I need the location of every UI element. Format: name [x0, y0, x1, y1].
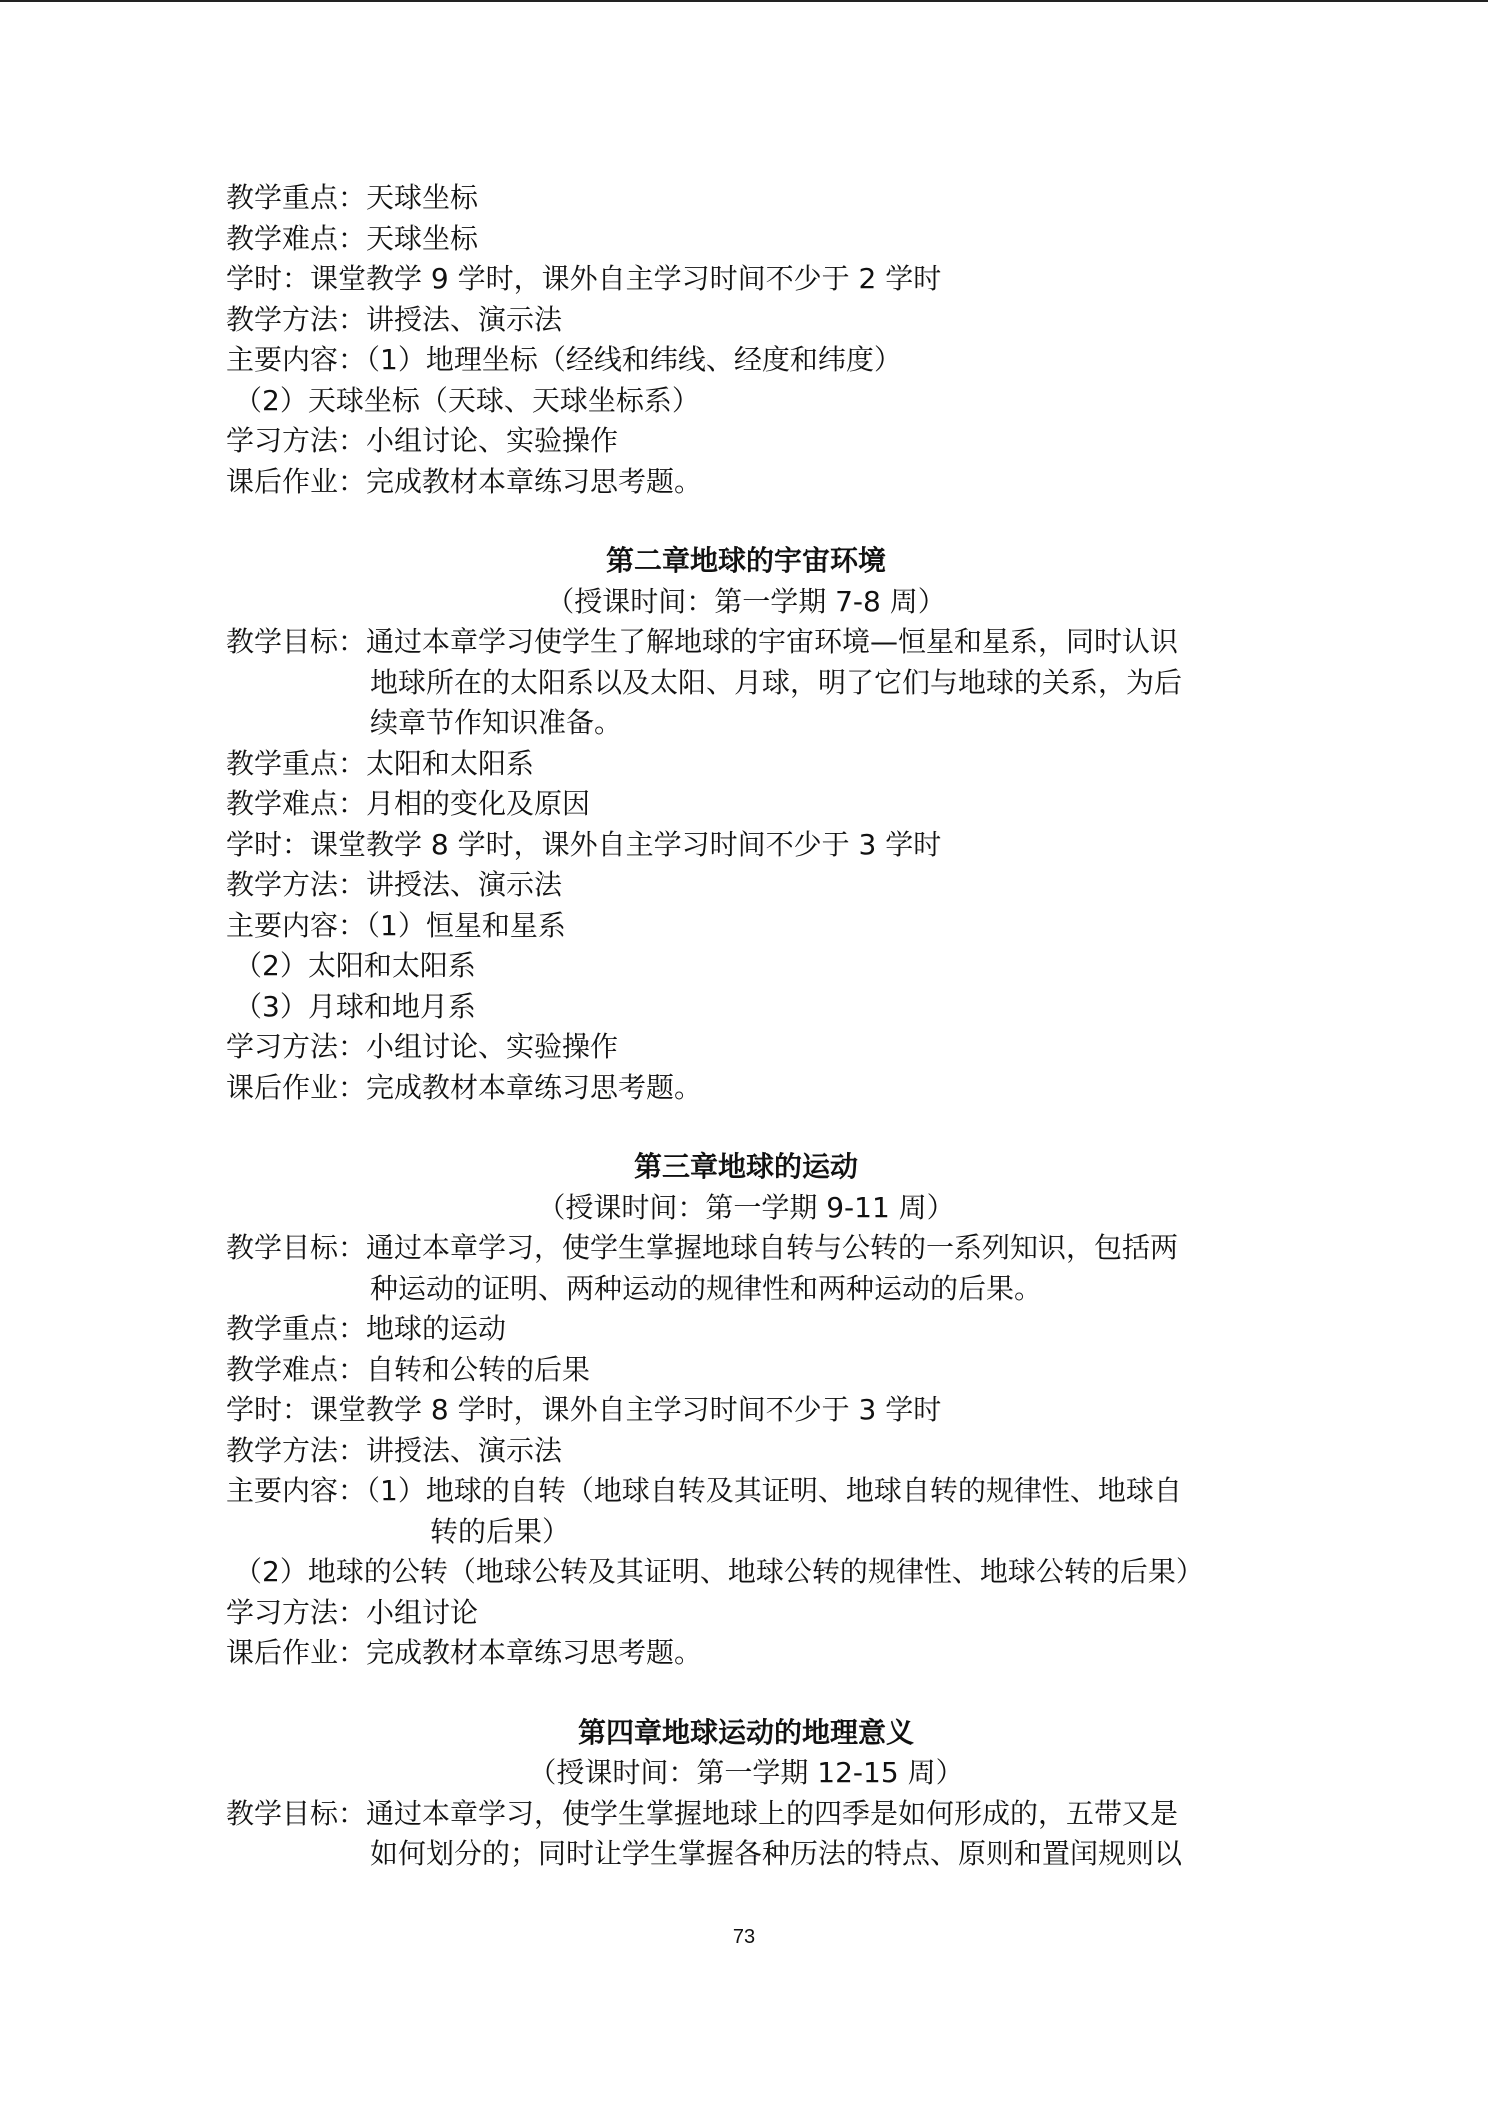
section-spacer	[226, 1674, 1266, 1713]
chapter2-hours: 学时：课堂教学 8 学时，课外自主学习时间不少于 3 学时	[226, 827, 942, 861]
chapter2-homework: 课后作业：完成教材本章练习思考题。	[226, 1070, 703, 1104]
chapter2-goal-line3: 续章节作知识准备。	[370, 706, 623, 739]
chapter4-goal-label: 教学目标：	[226, 1796, 367, 1830]
chapter3-content-1-line1: （1）地球的自转（地球自转及其证明、地球自转的规律性、地球自	[366, 1474, 1182, 1507]
chapter3-content-2: （2）地球的公转（地球公转及其证明、地球公转的规律性、地球公转的后果）	[234, 1555, 1204, 1588]
chapter1-study-method: 学习方法：小组讨论、实验操作	[226, 424, 619, 457]
chapter2-study-method: 学习方法：小组讨论、实验操作	[226, 1030, 619, 1063]
chapter3-homework: 课后作业：完成教材本章练习思考题。	[226, 1636, 703, 1669]
chapter3-goal-line2: 种运动的证明、两种运动的规律性和两种运动的后果。	[370, 1271, 1043, 1305]
chapter2-title: 第二章地球的宇宙环境	[605, 544, 886, 577]
chapter3-title: 第三章地球的运动	[633, 1150, 858, 1183]
chapter2-content-3: （3）月球和地月系	[234, 989, 476, 1023]
chapter2-goal-line2: 地球所在的太阳系以及太阳、月球，明了它们与地球的关系，为后	[370, 665, 1183, 699]
chapter1-homework: 课后作业：完成教材本章练习思考题。	[226, 464, 703, 498]
chapter4-goal	[226, 1794, 1266, 1835]
chapter1-difficulty: 教学难点：天球坐标	[226, 221, 479, 255]
chapter1-key-point: 教学重点：天球坐标	[226, 181, 479, 214]
chapter3-hours: 学时：课堂教学 8 学时，课外自主学习时间不少于 3 学时	[226, 1393, 942, 1426]
chapter3-key-point: 教学重点：地球的运动	[226, 1312, 507, 1345]
chapter2-goal-line1: 通过本章学习使学生了解地球的宇宙环境—恒星和星系，同时认识	[366, 625, 1179, 658]
chapter3-goal-line1: 通过本章学习，使学生掌握地球自转与公转的一系列知识，包括两	[366, 1231, 1179, 1264]
chapter1-content-2: （2）天球坐标（天球、天球坐标系）	[234, 383, 700, 417]
chapter3-goal-label: 教学目标：	[226, 1231, 367, 1264]
chapter2-goal	[226, 622, 1266, 663]
chapter2-goal-label: 教学目标：	[226, 625, 367, 658]
chapter3-section	[226, 1147, 1266, 1674]
chapter4-time: （授课时间：第一学期 12-15 周）	[528, 1756, 964, 1789]
document-body	[226, 178, 1266, 1875]
top-border-rule	[0, 0, 1488, 2]
chapter1-content-1: 主要内容：（1）地理坐标（经线和纬线、经度和纬度）	[226, 343, 902, 376]
chapter2-time: （授课时间：第一学期 7-8 周）	[546, 584, 946, 618]
chapter2-content-1: 主要内容：（1）恒星和星系	[226, 908, 566, 942]
chapter3-goal	[226, 1228, 1266, 1269]
chapter4-goal-line1: 通过本章学习，使学生掌握地球上的四季是如何形成的，五带又是	[366, 1796, 1179, 1830]
chapter2-key-point: 教学重点：太阳和太阳系	[226, 746, 535, 780]
chapter1-tail-section	[226, 178, 1266, 502]
chapter3-time: （授课时间：第一学期 9-11 周）	[537, 1190, 955, 1224]
chapter2-section	[226, 541, 1266, 1108]
section-spacer	[226, 502, 1266, 541]
chapter3-difficulty: 教学难点：自转和公转的后果	[226, 1352, 591, 1386]
chapter4-title: 第四章地球运动的地理意义	[577, 1715, 914, 1749]
chapter4-goal-line2: 如何划分的；同时让学生掌握各种历法的特点、原则和置闰规则以	[370, 1837, 1183, 1870]
page-number: 73	[732, 1926, 756, 1948]
chapter3-method: 教学方法：讲授法、演示法	[226, 1433, 563, 1467]
chapter1-hours: 学时：课堂教学 9 学时，课外自主学习时间不少于 2 学时	[226, 262, 942, 295]
chapter3-content-1	[226, 1471, 1266, 1512]
chapter2-method: 教学方法：讲授法、演示法	[226, 868, 563, 901]
chapter2-content-2: （2）太阳和太阳系	[234, 949, 476, 982]
chapter4-section	[226, 1713, 1266, 1875]
section-spacer	[226, 1108, 1266, 1147]
chapter3-study-method: 学习方法：小组讨论	[226, 1595, 479, 1629]
chapter1-method: 教学方法：讲授法、演示法	[226, 302, 563, 336]
chapter3-content-1-line2: 转的后果）	[430, 1514, 571, 1548]
chapter3-content-label: 主要内容：	[226, 1474, 367, 1507]
chapter2-difficulty: 教学难点：月相的变化及原因	[226, 787, 591, 820]
